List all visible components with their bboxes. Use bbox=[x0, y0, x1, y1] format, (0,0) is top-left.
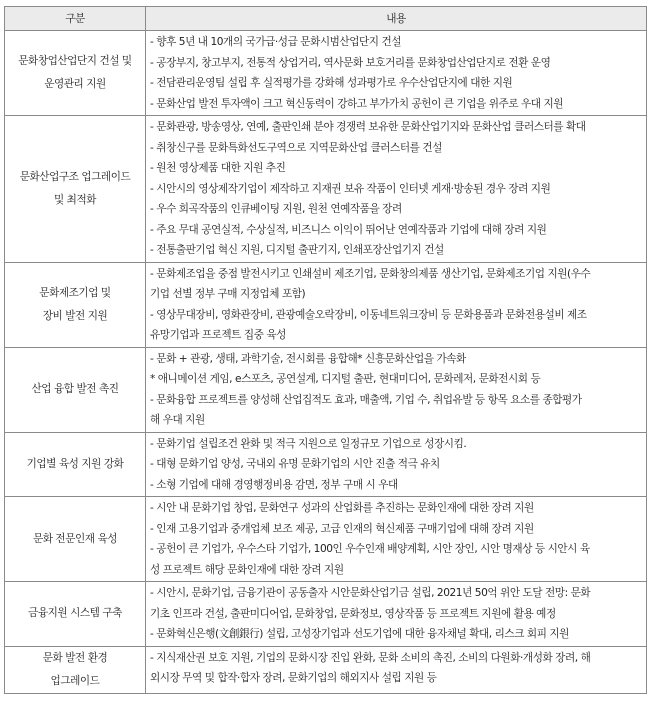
category-line: 문화 발전 환경 bbox=[42, 651, 108, 664]
table-row bbox=[5, 582, 647, 647]
row-category bbox=[5, 116, 146, 263]
category-line: 문화창업산업단지 건설 및 bbox=[18, 55, 132, 67]
table-body bbox=[5, 31, 647, 694]
row-content bbox=[146, 262, 647, 347]
table-header-row bbox=[5, 7, 647, 31]
table-row bbox=[5, 646, 647, 693]
content-line: 해 우대 지원 bbox=[150, 414, 205, 426]
content-line: 기초 인프라 건설, 출판미디어업, 문화창업, 문화정보, 영상작품 등 프로젝트 지원에 활용 예정 bbox=[150, 607, 556, 620]
row-content bbox=[146, 347, 647, 432]
row-category bbox=[5, 31, 146, 116]
content-line: 유망기업과 프로젝트 집중 육성 bbox=[150, 329, 286, 341]
category-line: 장비 발전 지원 bbox=[42, 309, 108, 322]
row-content bbox=[146, 116, 647, 263]
content-line: - 취창신구를 문화특화선도구역으로 지역문화산업 클러스터를 건설 bbox=[150, 141, 442, 154]
header-content: 내용 bbox=[146, 7, 647, 31]
content-line: - 문화산업 발전 투자액이 크고 혁신동력이 강하고 부가가치 공헌이 큰 기업을 위주로 우대 지원 bbox=[150, 97, 564, 110]
content-line: - 향후 5년 내 10개의 국가급·성급 문화시범산업단지 건설 bbox=[150, 36, 402, 48]
row-category bbox=[5, 646, 146, 693]
content-line: - 우수 희곡작품의 인큐베이팅 지원, 원천 연예작품을 장려 bbox=[150, 203, 402, 215]
policy-table bbox=[4, 6, 647, 694]
category-line: 및 최적화 bbox=[53, 193, 97, 206]
row-category bbox=[5, 497, 146, 582]
content-line: - 지식재산권 보호 지원, 기업의 문화시장 진입 완화, 문화 소비의 촉진, 소비의 다원화·개성화 장려, 해 bbox=[150, 651, 591, 664]
content-line: - 문화혁신은행(文創銀行) 설립, 고성장기업과 선도기업에 대한 융자채널 확대, 리스크 회피 지원 bbox=[150, 628, 569, 640]
row-category bbox=[5, 262, 146, 347]
category-line: 문화제조기업 및 bbox=[39, 286, 111, 299]
content-line: - 공헌이 큰 기업가, 우수스타 기업가, 100인 우수인재 배양계획, 시안 장인, 시안 명재상 등 시안시 육 bbox=[150, 543, 590, 555]
header-category: 구분 bbox=[5, 7, 146, 31]
table-row bbox=[5, 432, 647, 497]
content-line: - 문화융합 프로젝트를 양성해 산업집적도 효과, 매출액, 기업 수, 취업유발 등 항목 요소를 종합평가 bbox=[150, 393, 582, 406]
category-line: 금융지원 시스템 구축 bbox=[28, 607, 122, 620]
row-content bbox=[146, 31, 647, 116]
content-line: - 전통출판기업 혁신 지원, 디지털 출판기지, 인쇄포장산업기지 건설 bbox=[150, 244, 444, 256]
category-line: 산업 융합 발전 촉진 bbox=[31, 383, 119, 395]
content-line: 성 프로젝트 해당 문화인재에 대한 장려 지원 bbox=[150, 563, 344, 576]
content-line: - 문화관광, 방송영상, 연예, 출판인쇄 분야 경쟁력 보유한 문화산업기지와 문화산업 클러스터를 확대 bbox=[150, 121, 586, 133]
content-line: * 애니메이션 게임, e스포츠, 공연설계, 디지털 출판, 현대미디어, 문화레저, 문화전시회 등 bbox=[150, 373, 541, 385]
content-line: - 인재 고용기업과 중개업체 보조 제공, 고급 인재의 혁신제품 구매기업에 대해 장려 지원 bbox=[150, 522, 534, 535]
content-line: - 문화 + 관광, 생태, 과학기술, 전시회를 융합해* 신흥문화산업을 가속화 bbox=[150, 352, 466, 365]
table-row bbox=[5, 31, 647, 116]
category-line: 기업별 육성 지원 강화 bbox=[26, 457, 124, 470]
category-line: 문화 전문인재 육성 bbox=[32, 532, 118, 545]
table-row bbox=[5, 262, 647, 347]
row-content bbox=[146, 582, 647, 647]
content-line: - 원천 영상제품 대한 지원 추진 bbox=[150, 162, 286, 174]
content-line: - 공장부지, 창고부지, 전통적 상업거리, 역사문화 보호거리를 문화창업산업단지로 전환 운영 bbox=[150, 56, 551, 69]
table-row bbox=[5, 497, 647, 582]
content-line: - 문화제조업을 중점 발전시키고 인쇄설비 제조기업, 문화창의제품 생산기업, 문화제조기업 지원(우수 bbox=[150, 267, 591, 280]
row-content bbox=[146, 432, 647, 497]
content-line: - 대형 문화기업 양성, 국내외 유명 문화기업의 시안 진출 적극 유치 bbox=[150, 458, 440, 470]
content-line: - 소형 기업에 대해 경영행정비용 감면, 정부 구매 시 우대 bbox=[150, 478, 398, 491]
row-category bbox=[5, 347, 146, 432]
content-line: - 시안시, 문화기업, 금융기관이 공동출자 시안문화산업기금 설립, 2021년 50억 위안 도달 전망: 문화 bbox=[150, 587, 591, 599]
content-line: - 주요 무대 공연실적, 수상실적, 비즈니스 이익이 뛰어난 연예작품과 기업에 대해 장려 지원 bbox=[150, 223, 547, 236]
content-line: 외시장 무역 및 합작·합자 장려, 문화기업의 해외지사 설립 지원 등 bbox=[150, 672, 437, 684]
content-line: 기업 선별 정부 구매 지정업체 포함) bbox=[150, 288, 306, 300]
category-line: 운영관리 지원 bbox=[44, 78, 106, 90]
row-category bbox=[5, 582, 146, 647]
category-line: 문화산업구조 업그레이드 bbox=[19, 170, 131, 183]
table-row bbox=[5, 116, 647, 263]
content-line: - 전담관리운영팀 설립 후 실적평가를 강화해 성과평가로 우수산업단지에 대한 지원 bbox=[150, 77, 513, 89]
row-content bbox=[146, 497, 647, 582]
row-category bbox=[5, 432, 146, 497]
category-line: 업그레이드 bbox=[50, 674, 100, 687]
table-row bbox=[5, 347, 647, 432]
content-line: - 문화기업 설립조건 완화 및 적극 지원으로 일정규모 기업으로 성장시킴. bbox=[150, 437, 467, 450]
content-line: - 시안 내 문화기업 창업, 문화연구 성과의 산업화를 추진하는 문화인재에 대한 장려 지원 bbox=[150, 502, 534, 514]
row-content bbox=[146, 646, 647, 693]
content-line: - 영상무대장비, 영화관장비, 관광예술오락장비, 이동네트워크장비 등 문화용품과 문화전용설비 제조 bbox=[150, 308, 587, 321]
content-line: - 시안시의 영상제작기업이 제작하고 지재권 보유 작품이 인터넷 게재·방송된 경우 장려 지원 bbox=[150, 182, 551, 195]
